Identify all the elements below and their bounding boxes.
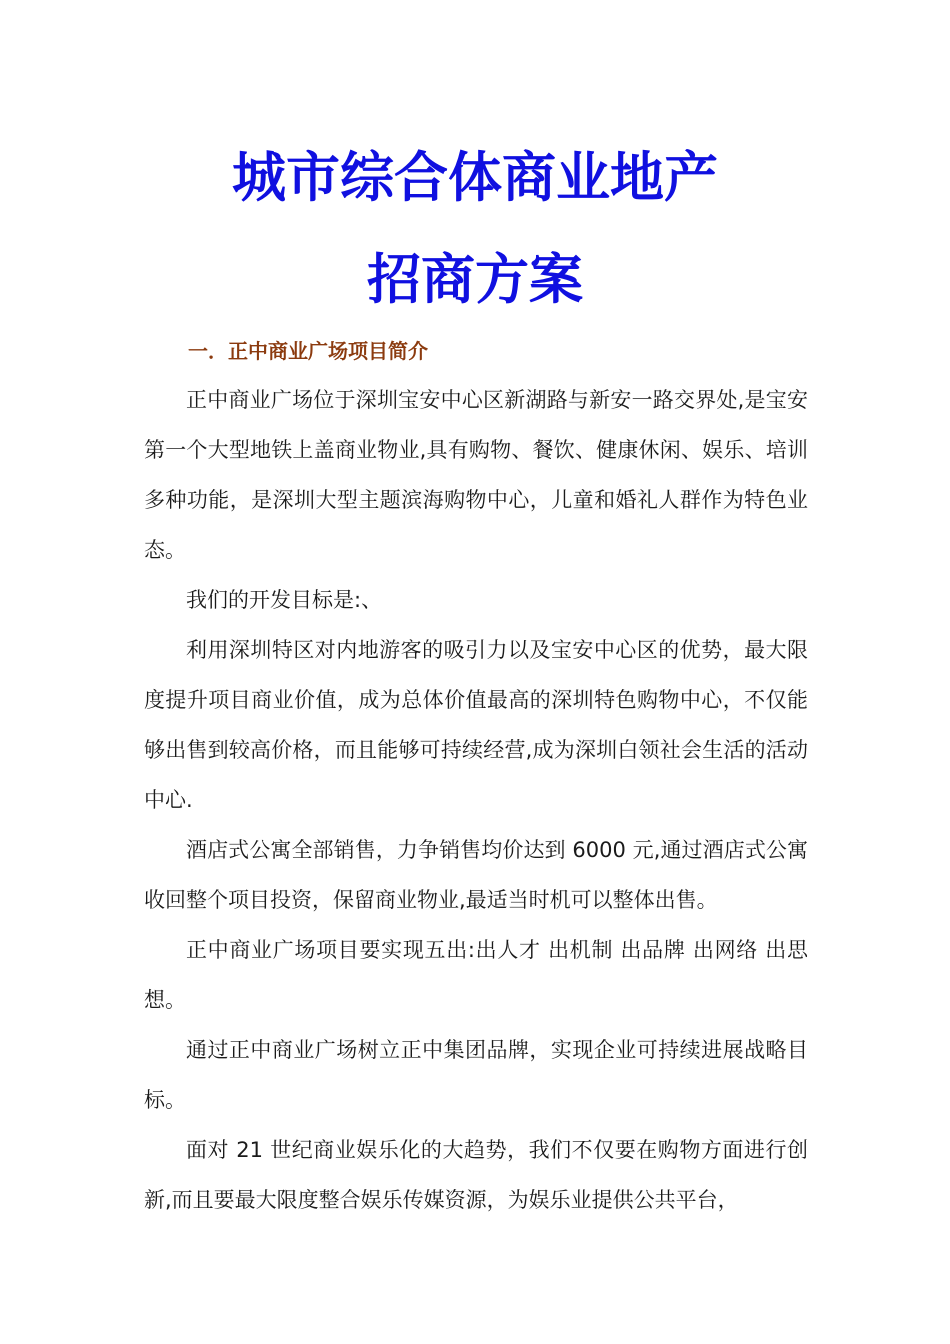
body-text xyxy=(144,375,808,1225)
paragraph-entertainment: 面对 21 世纪商业娱乐化的大趋势，我们不仅要在购物方面进行创新,而且要最大限度整合娱乐传媒资源，为娱乐业提供公共平台， xyxy=(144,1138,808,1212)
paragraph-five-outputs: 正中商业广场项目要实现五出:出人才 出机制 出品牌 出网络 出思想。 xyxy=(144,938,808,1012)
document-title-line2: 招商方案 xyxy=(367,248,583,311)
paragraph-goal-intro: 我们的开发目标是:、 xyxy=(186,588,383,612)
paragraph-goal-detail: 利用深圳特区对内地游客的吸引力以及宝安中心区的优势，最大限度提升项目商业价值，成为总体价值最高的深圳特色购物中心，不仅能够出售到较高价格，而且能够可持续经营,成为深圳白领社会生活的活动中心. xyxy=(144,638,808,812)
section-heading-project-intro: 一．正中商业广场项目简介 xyxy=(188,339,428,363)
paragraph-brand: 通过正中商业广场树立正中集团品牌，实现企业可持续进展战略目标。 xyxy=(144,1038,808,1112)
document-title-line1: 城市综合体商业地产 xyxy=(232,146,718,209)
paragraph-apartment-sales: 酒店式公寓全部销售，力争销售均价达到 6000 元,通过酒店式公寓收回整个项目投资，保留商业物业,最适当时机可以整体出售。 xyxy=(144,838,808,912)
paragraph-location: 正中商业广场位于深圳宝安中心区新湖路与新安一路交界处,是宝安第一个大型地铁上盖商业物业,具有购物、餐饮、健康休闲、娱乐、培训多种功能，是深圳大型主题滨海购物中心，儿童和婚礼人群作为特色业态。 xyxy=(144,388,808,562)
